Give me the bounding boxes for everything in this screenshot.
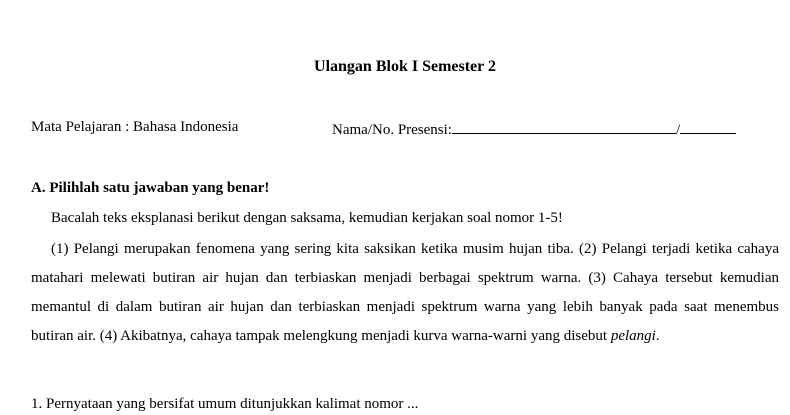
question-1: 1. Pernyataan yang bersifat umum ditunjukkan kalimat nomor ... <box>31 396 419 412</box>
passage-italic-term: pelangi <box>610 328 656 344</box>
name-separator: / <box>675 122 681 138</box>
section-heading: A. Pilihlah satu jawaban yang benar! <box>31 180 270 196</box>
instruction-text: Bacalah teks eksplanasi berikut dengan saksama, kemudian kerjakan soal nomor 1-5! <box>51 210 563 226</box>
name-blank-line <box>452 119 676 134</box>
name-field-row <box>332 119 736 139</box>
presence-number-blank-line <box>680 119 736 134</box>
passage-end: . <box>655 328 660 344</box>
document-title: Ulangan Blok I Semester 2 <box>314 58 496 75</box>
passage-text: (1) Pelangi merupakan fenomena yang sering kita saksikan ketika musim hujan tiba. (2) Pelangi terjadi ketika cahaya matahari melewati butiran air hujan dan terbiaskan menjadi berbagai spektrum warna. (3) Cahaya tersebut kemudian memantul di dalam butiran air hujan dan terbiaskan menjadi spektrum warna yang lebih banyak pada saat menembus butiran air. (4) Akibatnya, cahaya tampak melengkung menjadi kurva warna-warni yang disebut <box>31 241 779 344</box>
explanation-passage <box>31 235 779 351</box>
name-label: Nama/No. Presensi: <box>332 122 452 138</box>
subject-label: Mata Pelajaran : Bahasa Indonesia <box>31 119 239 135</box>
